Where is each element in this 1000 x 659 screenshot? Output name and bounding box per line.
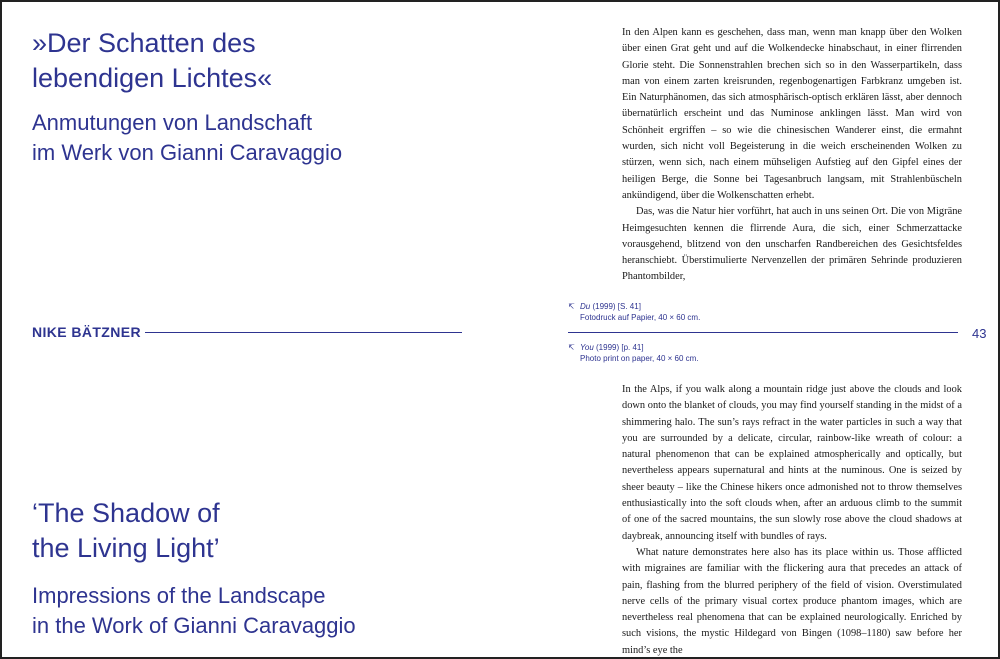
english-subtitle xyxy=(32,581,356,641)
german-subtitle-line-1: Anmutungen von Landschaft xyxy=(32,110,313,135)
caption-work-title: Du xyxy=(580,302,591,311)
caption-reference: (1999) [S. 41] xyxy=(590,302,641,311)
caption-medium: Fotodruck auf Papier, 40 × 60 cm. xyxy=(580,313,701,322)
english-figure-caption xyxy=(568,342,699,364)
figure-reference-arrow-icon: ↸ xyxy=(568,343,575,352)
german-subtitle xyxy=(32,108,342,168)
left-divider-rule xyxy=(145,332,462,333)
page-number: 43 xyxy=(972,326,987,341)
english-title xyxy=(32,496,220,566)
german-title-line-2: lebendigen Lichtes« xyxy=(32,63,273,93)
english-body-text xyxy=(622,382,962,659)
english-title-line-1: ‘The Shadow of xyxy=(32,498,220,528)
caption-reference: (1999) [p. 41] xyxy=(593,343,644,352)
english-paragraph-1: In the Alps, if you walk along a mountain ridge just above the clouds and look down onto the blanket of clouds, you may find yourself standing in the midst of a shimmering halo. The sun’s rays refract in the water particles in such a way that you are surrounded by a delicate, circular, rainbow-like wreath of colour: a natural phenomenon that can be explained atmospherically and optically, but nevertheless appears supernatural and hints at the numinous. One is seized by sheer beauty – like the Chinese hikers once admonished not to throw themselves enthusiastically into the soft clouds when, after an arduous climb to the summit of one of the sacred mountains, the sun slowly rose above the cloud shadows at daybreak, announcing itself with bundles of rays. xyxy=(622,384,962,542)
english-paragraph-2: What nature demonstrates here also has its place within us. Those afflicted with migraines are familiar with the flickering aura that precedes an attack of pain, flashing from the blurred periphery of the field of vision. Overstimulated nerve cells of the primary visual cortex produce phantom images, which are nevertheless real phenomena that can be explained neurologically. Enriched by such visions, the mystic Hildegard von Bingen (1098–1180) saw before her mind’s eye the xyxy=(622,546,962,656)
caption-work-title: You xyxy=(580,343,594,352)
german-figure-caption xyxy=(568,301,700,323)
english-title-line-2: the Living Light’ xyxy=(32,533,220,563)
right-divider-rule xyxy=(568,332,958,333)
english-subtitle-line-1: Impressions of the Landscape xyxy=(32,583,326,608)
german-paragraph-2: Das, was die Natur hier vorführt, hat auch in uns seinen Ort. Die von Migräne Heimgesuchten kennen die flirrende Aura, die sich, einer Schmerzattacke vorausgehend, blitzend von den unscharfen Randbereichen des Gesichtsfeldes heranschiebt. Überstimulierte Nervenzellen der primären Sehrinde produzieren Phantombilder, xyxy=(622,206,962,283)
figure-reference-arrow-icon: ↸ xyxy=(568,302,575,311)
german-paragraph-1: In den Alpen kann es geschehen, dass man, wenn man knapp über den Wolken über einen Grat geht und auf die Wolkendecke hinabschaut, in einer flirrenden Glorie steht. Die Sonnenstrahlen brechen sich so in den Wasserpartikeln, dass man von einem zarten kreisrunden, regenbogenartigen Farbkranz umgeben ist. Ein Naturphänomen, das sich atmosphärisch-optisch erklären lässt, aber dennoch übernatürlich erscheint und das Numinose anklingen lässt. Man wird von Schönheit ergriffen – so wie die chinesischen Wanderer einst, die ermahnt wurden, sich nicht voll Begeisterung in die weich erscheinenden Wolken zu stürzen, wenn sich, nach einem mühseligen Aufstieg auf den Gipfel eines der heiligen Berge, die Sonne bei Tagesanbruch langsam, mit Strahlenbüscheln ankündigend, über die Wolkenschatten erhebt. xyxy=(622,27,962,201)
german-subtitle-line-2: im Werk von Gianni Caravaggio xyxy=(32,140,343,165)
german-title-line-1: »Der Schatten des xyxy=(32,28,256,58)
english-subtitle-line-2: in the Work of Gianni Caravaggio xyxy=(32,613,356,638)
caption-medium: Photo print on paper, 40 × 60 cm. xyxy=(580,354,699,363)
german-body-text xyxy=(622,25,962,286)
german-title xyxy=(32,26,272,96)
author-name: NIKE BÄTZNER xyxy=(32,324,142,340)
